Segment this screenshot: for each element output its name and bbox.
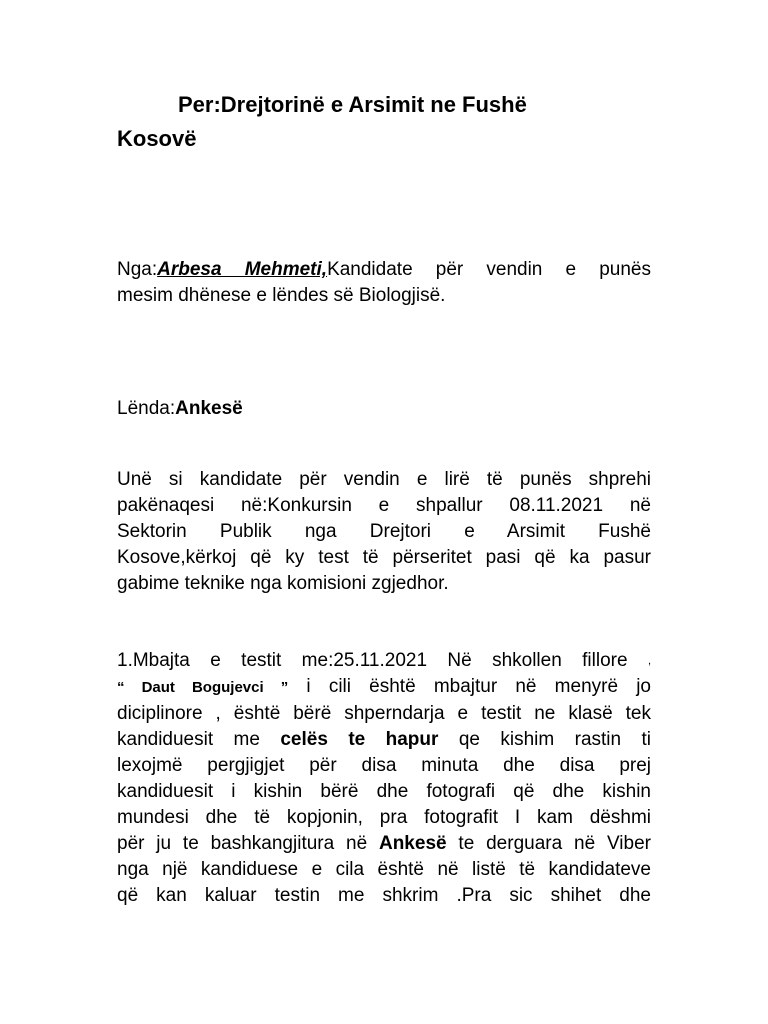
addressee-line-1: Per:Drejtorinë e Arsimit ne Fushë [178, 92, 527, 117]
complaint-paragraph-2 [117, 648, 651, 909]
paragraph2-text-4a: kandiduesit me [117, 729, 281, 750]
paragraph1-line-3: Sektorin Publik nga Drejtori e Arsimit Fushë [117, 521, 651, 542]
paragraph2-text-8a: për ju te bashkangjitura në [117, 833, 379, 854]
paragraph2-line-3: diciplinore , është bërë shperndarja e testit ne klasë tek [117, 703, 651, 724]
paragraph2-text-8b: te derguara në Viber [446, 833, 651, 854]
paragraph2-comma: , [647, 655, 651, 667]
paragraph2-line-7: mundesi dhe të kopjonin, pra fotografit I kam dëshmi [117, 807, 651, 828]
paragraph2-line-1 [117, 648, 651, 674]
paragraph2-line-10: që kan kaluar testin me shkrim .Pra sic shihet dhe [117, 885, 651, 906]
sender-line-1 [117, 257, 651, 283]
complaint-word: Ankesë [378, 833, 447, 854]
sender-role: Kandidate për vendin e punës [327, 259, 651, 280]
sender-block [117, 257, 651, 309]
subject-value: Ankesë [175, 398, 243, 419]
paragraph2-line-2 [117, 674, 651, 701]
paragraph2-line-8 [117, 831, 651, 857]
school-name: “ Daut Bogujevci ” [117, 679, 289, 696]
sender-prefix: Nga: [117, 259, 158, 280]
subject-line [117, 396, 651, 422]
paragraph2-line-4 [117, 727, 651, 753]
complaint-paragraph-1 [117, 467, 651, 597]
addressee-line-2: Kosovë [117, 126, 197, 151]
subject-prefix: Lënda: [117, 398, 176, 419]
sender-name: Arbesa Mehmeti, [157, 259, 328, 280]
open-key-phrase: celës te hapur [280, 729, 439, 750]
paragraph1-line-5: gabime teknike nga komisioni zgjedhor. [117, 573, 449, 594]
paragraph2-line-5: lexojmë pergjigjet për disa minuta dhe disa prej [117, 755, 651, 776]
paragraph1-line-4: Kosove,kërkoj që ky test të përseritet pasi që ka pasur [117, 547, 651, 568]
paragraph2-text-4b: qe kishim rastin ti [438, 729, 652, 750]
sender-line-2: mesim dhënese e lëndes së Biologjisë. [117, 285, 446, 306]
paragraph2-text-2: i cili është mbajtur në menyrë jo [288, 676, 651, 697]
paragraph1-line-2: pakënaqesi në:Konkursin e shpallur 08.11.2021 në [117, 495, 651, 516]
paragraph1-line-1: Unë si kandidate për vendin e lirë të punës shprehi [117, 469, 651, 490]
addressee-heading [117, 88, 657, 156]
paragraph2-line-6: kandiduesit i kishin bërë dhe fotografi që dhe kishin [117, 781, 651, 802]
paragraph2-text-1: 1.Mbajta e testit me:25.11.2021 Në shkollen fillore [117, 650, 648, 671]
paragraph2-line-9: nga një kandiduese e cila është në listë të kandidateve [117, 859, 651, 880]
